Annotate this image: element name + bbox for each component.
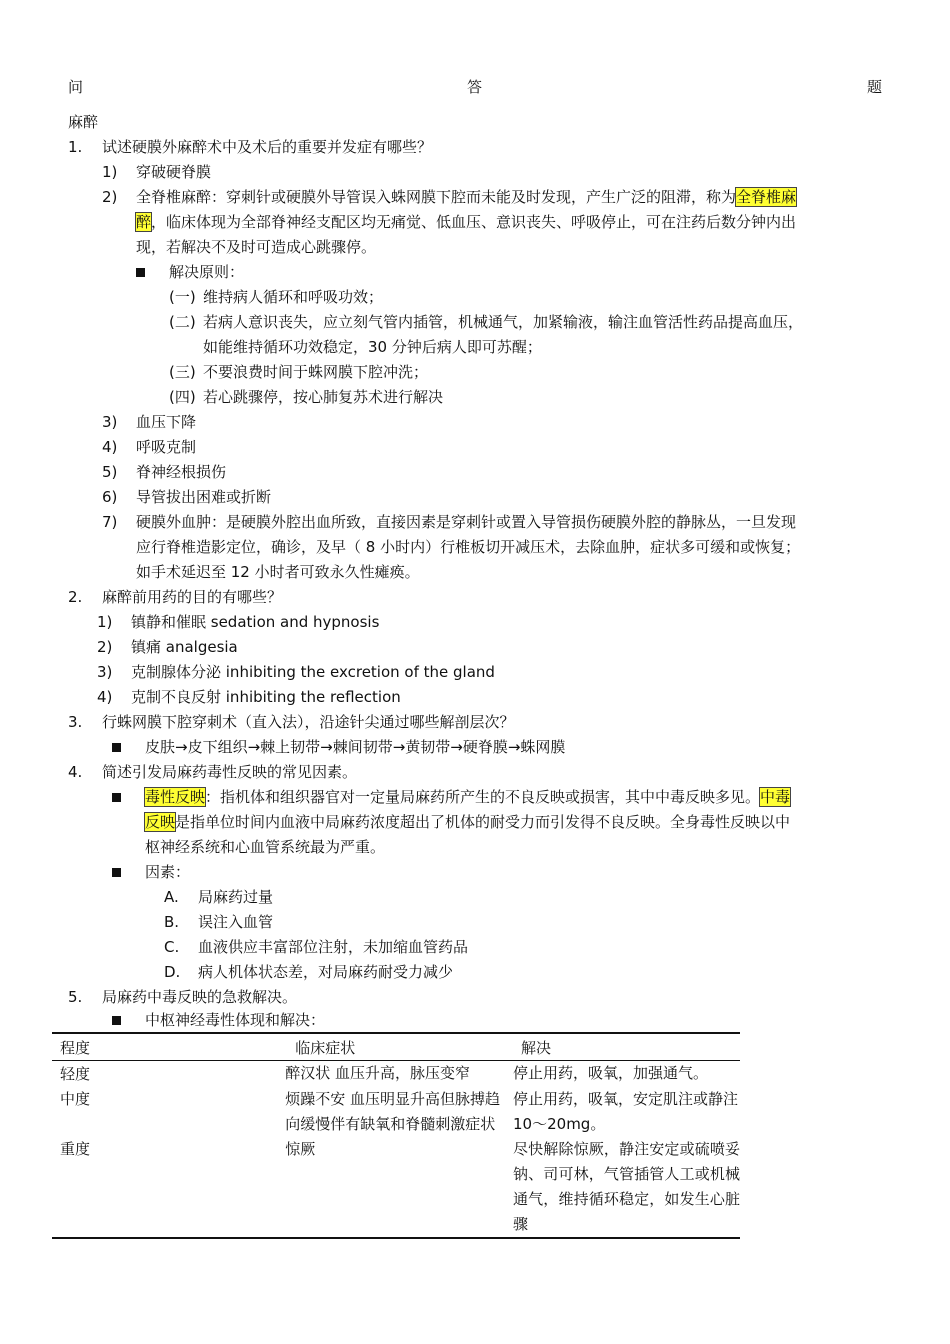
q1-item1-number: 1) bbox=[102, 163, 118, 181]
q3-text: 行蛛网膜下腔穿刺术（直入法），沿途针尖通过哪些解剖层次？ bbox=[102, 713, 515, 731]
q1-item7-line3: 如手术延迟至 12 小时者可致永久性瘫痪。 bbox=[136, 563, 420, 581]
q2-item4-text: 克制不良反射 inhibiting the reflection bbox=[131, 688, 401, 706]
q1-item2-line2-text: ，临床体现为全部脊神经支配区均无痛觉、低血压、意识丧失、呼吸停止，可在注药后数分钟内出 bbox=[151, 213, 797, 231]
factor-c-text: 血液供应丰富部位注射，未加缩血管药品 bbox=[198, 938, 469, 956]
q1-item2-line1-text: 全脊椎麻醉：穿刺针或硬膜外导管误入蛛网膜下腔而未能及时发现，产生广泛的阻滞，称为 bbox=[136, 188, 737, 206]
q2-item3-text: 克制腺体分泌 inhibiting the excretion of the gland bbox=[131, 663, 495, 681]
table-row bbox=[52, 1137, 740, 1238]
title-char-2: 答 bbox=[467, 78, 483, 96]
q1-item3-text: 血压下降 bbox=[136, 413, 197, 431]
factor-a-number: A. bbox=[164, 888, 179, 906]
table-cell-level: 中度 bbox=[60, 1090, 91, 1108]
principle-3-number: (三) bbox=[169, 363, 196, 381]
highlight-total-spinal-end: 醉 bbox=[136, 213, 152, 231]
principle-4-number: (四) bbox=[169, 388, 196, 406]
q4-text: 简述引发局麻药毒性反映的常见因素。 bbox=[102, 763, 358, 781]
principle-2-text: 若病人意识丧失，应立刻气管内插管，机械通气，加紧输液，输注血管活性药品提高血压， bbox=[203, 313, 804, 331]
highlight-total-spinal: 全脊椎麻 bbox=[736, 188, 797, 206]
highlight-poisoning-start: 中毒 bbox=[760, 788, 791, 806]
q1-item2-line2 bbox=[136, 211, 796, 233]
q4-factors-label: 因素： bbox=[145, 863, 191, 881]
q2-item4-number: 4) bbox=[97, 688, 113, 706]
table-cell-symptoms: 醉汉状 血压升高，脉压变窄 bbox=[285, 1064, 471, 1082]
toxicity-table bbox=[52, 1032, 740, 1239]
q1-item1-text: 穿破硬脊膜 bbox=[136, 163, 212, 181]
principle-3-text: 不要浪费时间于蛛网膜下腔冲洗； bbox=[203, 363, 429, 381]
table-header-row bbox=[52, 1033, 740, 1061]
factor-d-text: 病人机体状态差，对局麻药耐受力减少 bbox=[198, 963, 454, 981]
highlight-toxic-reaction: 毒性反映 bbox=[145, 788, 206, 806]
factor-b-text: 误注入血管 bbox=[198, 913, 274, 931]
q1-text: 试述硬膜外麻醉术中及术后的重要并发症有哪些？ bbox=[102, 138, 433, 156]
q4-def-line1-text: ：指机体和组织器官对一定量局麻药所产生的不良反映或损害，其中中毒反映多见。 bbox=[205, 788, 761, 806]
table-cell-level: 重度 bbox=[52, 1137, 285, 1238]
section-heading: 麻醉 bbox=[68, 113, 99, 131]
title-char-3: 题 bbox=[866, 78, 882, 96]
table-cell-treatment: 尽快解除惊厥，静注安定或硫喷妥钠、司可林，气管插管人工或机械通气，维持循环稳定，如发生心脏骤 bbox=[513, 1137, 740, 1238]
factor-b-number: B. bbox=[164, 913, 180, 931]
principle-label: 解决原则： bbox=[169, 263, 245, 281]
q1-item4-text: 呼吸克制 bbox=[136, 438, 197, 456]
q2-number: 2. bbox=[68, 588, 83, 606]
table-header-level: 程度 bbox=[52, 1033, 285, 1061]
q5-text: 局麻药中毒反映的急救解决。 bbox=[102, 988, 298, 1006]
q1-item7-number: 7) bbox=[102, 513, 118, 531]
square-bullet-icon bbox=[112, 868, 121, 877]
q1-item6-number: 6) bbox=[102, 488, 118, 506]
q4-def-line2-text: 是指单位时间内血液中局麻药浓度超出了机体的耐受力而引发得不良反映。全身毒性反映以中 bbox=[175, 813, 791, 831]
table-cell-symptoms: 惊厥 bbox=[285, 1137, 513, 1238]
square-bullet-icon bbox=[112, 1016, 121, 1025]
table-row bbox=[52, 1061, 740, 1088]
q1-item5-text: 脊神经根损伤 bbox=[136, 463, 227, 481]
q1-number: 1. bbox=[68, 138, 83, 156]
table-cell-level: 轻度 bbox=[60, 1065, 91, 1083]
q4-def-line2 bbox=[145, 811, 790, 833]
highlight-poisoning-end: 反映 bbox=[145, 813, 176, 831]
q2-item3-number: 3) bbox=[97, 663, 113, 681]
q3-number: 3. bbox=[68, 713, 83, 731]
page-title bbox=[68, 76, 882, 98]
table-cell-symptoms: 烦躁不安 血压明显升高但脉搏趋向缓慢伴有缺氧和脊髓刺激症状 bbox=[285, 1090, 501, 1133]
q1-item2-line3: 现，若解决不及时可造成心跳骤停。 bbox=[136, 238, 377, 256]
q4-number: 4. bbox=[68, 763, 83, 781]
title-char-1: 问 bbox=[68, 78, 84, 96]
q1-item6-text: 导管拔出困难或折断 bbox=[136, 488, 272, 506]
q5-cns-label: 中枢神经毒性体现和解决： bbox=[145, 1011, 326, 1029]
q5-number: 5. bbox=[68, 988, 83, 1006]
q1-item2-number: 2) bbox=[102, 188, 118, 206]
q2-item2-number: 2) bbox=[97, 638, 113, 656]
factor-d-number: D. bbox=[164, 963, 181, 981]
table-row bbox=[52, 1087, 740, 1137]
table-cell-treatment: 停止用药，吸氧，加强通气。 bbox=[513, 1064, 709, 1082]
principle-2-number: (二) bbox=[169, 313, 196, 331]
q2-item2-text: 镇痛 analgesia bbox=[131, 638, 238, 656]
q1-item4-number: 4) bbox=[102, 438, 118, 456]
q3-answer: 皮肤→皮下组织→棘上韧带→棘间韧带→黄韧带→硬脊膜→蛛网膜 bbox=[145, 738, 566, 756]
principle-2-text-cont: 如能维持循环功效稳定，30 分钟后病人即可苏醒； bbox=[203, 338, 542, 356]
q1-item3-number: 3) bbox=[102, 413, 118, 431]
table-header-treatment: 解决 bbox=[513, 1033, 740, 1061]
factor-a-text: 局麻药过量 bbox=[198, 888, 274, 906]
q4-def-line1 bbox=[145, 786, 790, 808]
principle-1-number: (一) bbox=[169, 288, 196, 306]
q2-text: 麻醉前用药的目的有哪些？ bbox=[102, 588, 283, 606]
q2-item1-number: 1) bbox=[97, 613, 113, 631]
q1-item7-line2: 应行脊椎造影定位，确诊，及早（ 8 小时内）行椎板切开减压术，去除血肿，症状多可缓和或恢复； bbox=[136, 538, 801, 556]
table-header-symptoms: 临床症状 bbox=[285, 1033, 513, 1061]
q1-item7-line1: 硬膜外血肿：是硬膜外腔出血所致，直接因素是穿刺针或置入导管损伤硬膜外腔的静脉丛，一旦发现 bbox=[136, 513, 797, 531]
q2-item1-text: 镇静和催眠 sedation and hypnosis bbox=[131, 613, 380, 631]
table-cell-treatment: 停止用药，吸氧，安定肌注或静注 10～20mg。 bbox=[513, 1090, 739, 1133]
principle-1-text: 维持病人循环和呼吸功效； bbox=[203, 288, 384, 306]
q1-item2-line1 bbox=[136, 186, 796, 208]
square-bullet-icon bbox=[136, 268, 145, 277]
principle-4-text: 若心跳骤停，按心肺复苏术进行解决 bbox=[203, 388, 444, 406]
square-bullet-icon bbox=[112, 793, 121, 802]
q1-item5-number: 5) bbox=[102, 463, 118, 481]
factor-c-number: C. bbox=[164, 938, 180, 956]
q4-def-line3: 枢神经系统和心血管系统最为严重。 bbox=[145, 838, 386, 856]
square-bullet-icon bbox=[112, 743, 121, 752]
